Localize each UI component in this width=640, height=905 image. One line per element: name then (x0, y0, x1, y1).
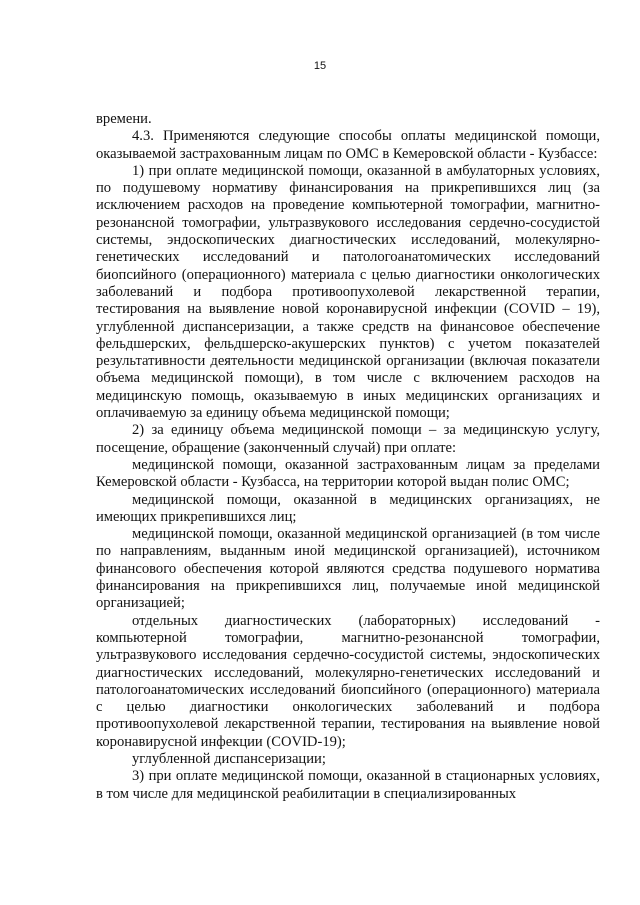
paragraph-4-3: 4.3. Применяются следующие способы оплаты медицинской помощи, оказываемой застрахованным лицам по ОМС в Кемеровской области - Кузбассе: (96, 128, 600, 162)
paragraph-sub-dispensary: углубленной диспансеризации; (132, 750, 326, 767)
paragraph-item-2: 2) за единицу объема медицинской помощи – за медицинскую услугу, посещение, обращение (законченный случай) при оплате: (96, 422, 600, 456)
paragraph-item-3: 3) при оплате медицинской помощи, оказанной в стационарных условиях, в том числе для медицинской реабилитации в специализированных (96, 768, 600, 802)
paragraph-sub-other-org: медицинской помощи, оказанной медицинской организацией (в том числе по направлениям, выданным иной медицинской организацией), источником финансового обеспечения которой являются средства подушевого норматива финансирования на прикрепившихся лиц, получаемые иной медицинской организацией; (96, 526, 600, 612)
paragraph-sub-outside-region: медицинской помощи, оказанной застрахованным лицам за пределами Кемеровской области - Кузбасса, на территории которой выдан полис ОМС; (96, 456, 600, 491)
document-body (96, 111, 600, 803)
paragraph-sub-diagnostics: отдельных диагностических (лабораторных) исследований - компьютерной томографии, магнитно-резонансной томографии, ультразвукового исследования сердечно-сосудистой системы, эндоскопических диагностических исследований, молекулярно-генетических исследований и патологоанатомических исследований биопсийного (операционного) материала с целью диагностики онкологических заболеваний и подбора противоопухолевой лекарственной терапии, тестирования на выявление новой коронавирусной инфекции (COVID-19); (96, 612, 600, 750)
paragraph-continuation: времени. (96, 111, 152, 127)
paragraph-item-1: 1) при оплате медицинской помощи, оказанной в амбулаторных условиях, по подушевому нормативу финансирования на прикрепившихся лиц (за исключением расходов на проведение компьютерной томографии, магнитно-резонансной томографии, ультразвукового исследования сердечно-сосудистой системы, эндоскопических диагностических исследований, молекулярно-генетических исследований и патологоанатомических исследований биопсийного (операционного) материала с целью диагностики онкологических заболеваний и подбора противоопухолевой лекарственной терапии, тестирования на выявление новой коронавирусной инфекции (COVID – 19), углубленной диспансеризации, а также средств на финансовое обеспечение фельдшерских, фельдшерско-акушерских пунктов) с учетом показателей результативности деятельности медицинской организации (включая показатели объема медицинской помощи), в том числе с включением расходов на медицинскую помощь, оказываемую в иных медицинских организациях и оплачиваемую за единицу объема медицинской помощи; (96, 162, 600, 422)
page-number: 15 (313, 60, 327, 72)
paragraph-sub-no-attached: медицинской помощи, оказанной в медицинских организациях, не имеющих прикрепившихся лиц; (96, 491, 600, 525)
